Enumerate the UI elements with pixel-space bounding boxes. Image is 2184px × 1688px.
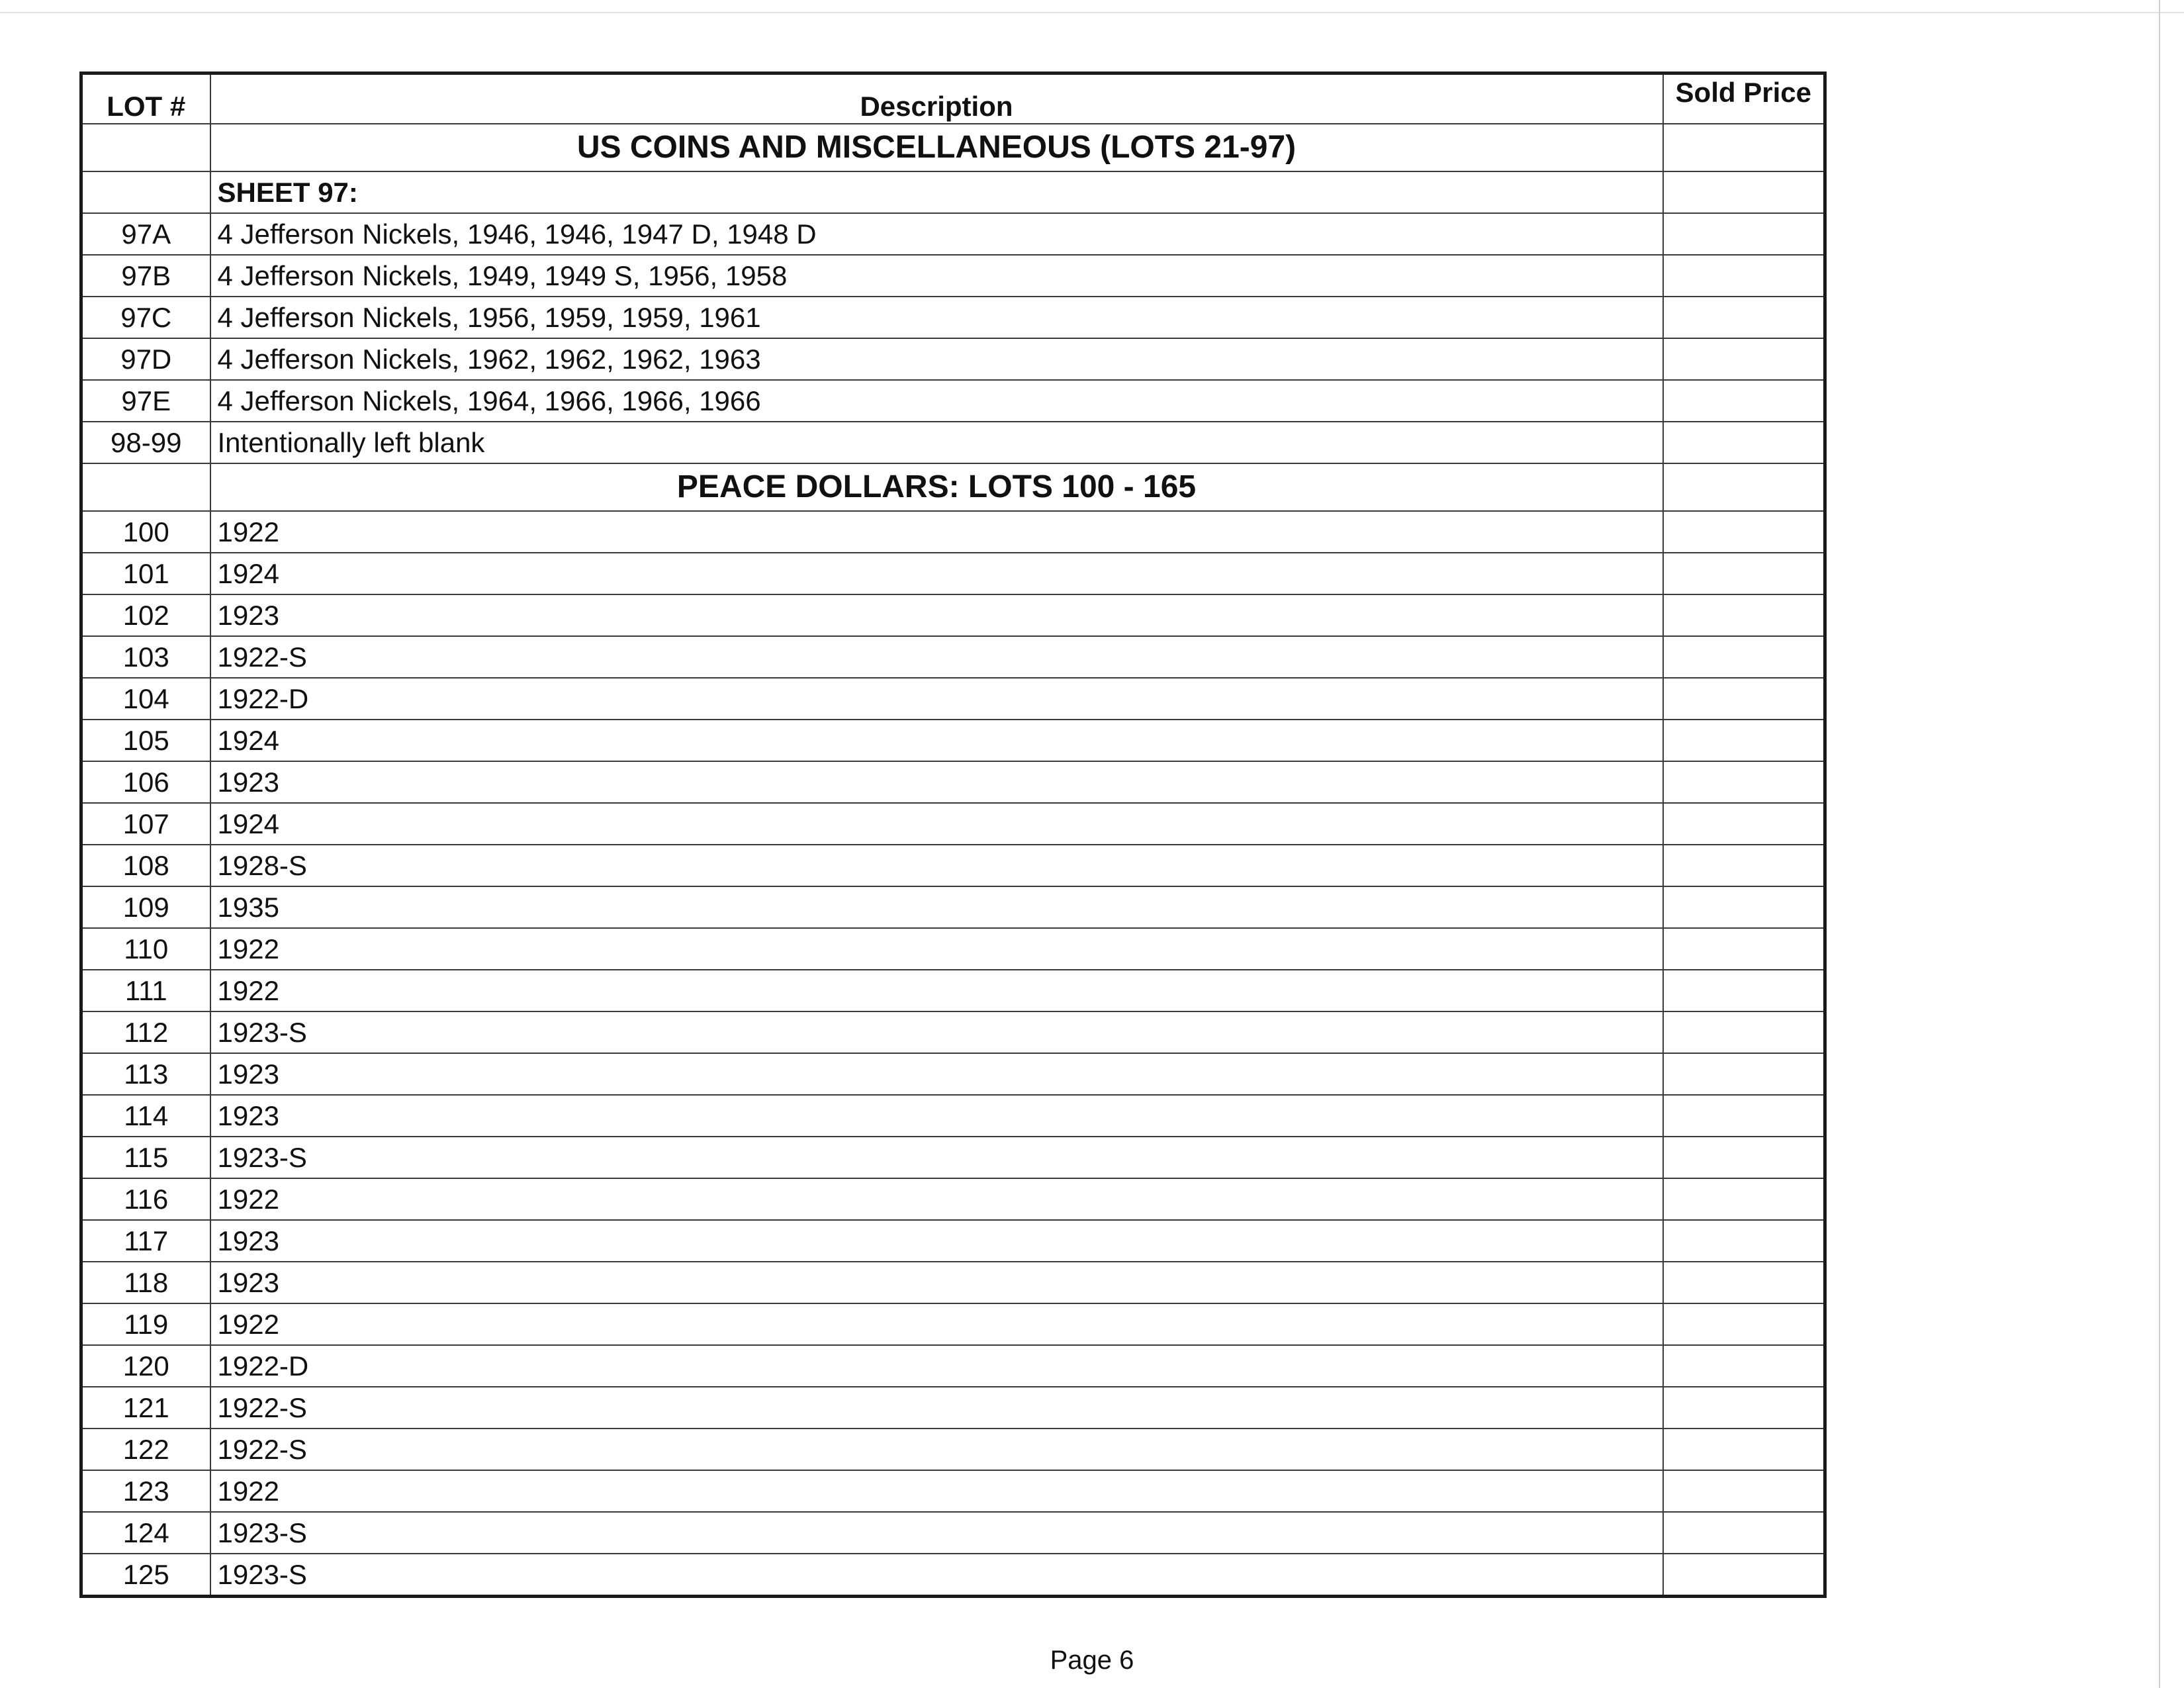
table-row xyxy=(81,380,1825,422)
lot-description: 1923-S xyxy=(210,1137,1663,1178)
table-row xyxy=(81,1137,1825,1178)
sold-price-cell xyxy=(1663,1095,1825,1137)
lot-description: 4 Jefferson Nickels, 1956, 1959, 1959, 1961 xyxy=(210,297,1663,338)
lot-number: 108 xyxy=(81,845,210,886)
lot-number: 114 xyxy=(81,1095,210,1137)
table-row xyxy=(81,1053,1825,1095)
lot-description: 1922 xyxy=(210,1470,1663,1512)
subheading-sheet: SHEET 97: xyxy=(210,171,1663,213)
header-row xyxy=(81,73,1825,124)
section-title-peace-dollars: PEACE DOLLARS: LOTS 100 - 165 xyxy=(210,463,1663,511)
lot-number: 124 xyxy=(81,1512,210,1554)
sold-price-cell xyxy=(1663,636,1825,678)
sold-price-cell xyxy=(1663,594,1825,636)
sold-price-cell xyxy=(1663,1554,1825,1597)
lot-description: 1922 xyxy=(210,511,1663,553)
lot-number: 106 xyxy=(81,761,210,803)
table-row xyxy=(81,338,1825,380)
sold-price-cell xyxy=(1663,171,1825,213)
sold-price-cell xyxy=(1663,1011,1825,1053)
lot-number: 102 xyxy=(81,594,210,636)
section-title-us-coins: US COINS AND MISCELLANEOUS (LOTS 21-97) xyxy=(210,124,1663,171)
header-sold-price: Sold Price xyxy=(1663,73,1825,124)
table-row xyxy=(81,928,1825,970)
lot-number: 105 xyxy=(81,720,210,761)
sold-price-cell xyxy=(1663,1303,1825,1345)
table-row xyxy=(81,594,1825,636)
table-row xyxy=(81,297,1825,338)
lot-number: 109 xyxy=(81,886,210,928)
sold-price-cell xyxy=(1663,380,1825,422)
section-row-peace-dollars xyxy=(81,463,1825,511)
lot-description: 1922 xyxy=(210,928,1663,970)
lot-number: 97E xyxy=(81,380,210,422)
sold-price-cell xyxy=(1663,553,1825,594)
sold-price-cell xyxy=(1663,928,1825,970)
table-row xyxy=(81,553,1825,594)
lot-description: 1922-S xyxy=(210,1429,1663,1470)
lot-description: 1923 xyxy=(210,1053,1663,1095)
table-row xyxy=(81,255,1825,297)
lot-description: 1922-S xyxy=(210,636,1663,678)
lot-number: 101 xyxy=(81,553,210,594)
sold-price-cell xyxy=(1663,511,1825,553)
sold-price-cell xyxy=(1663,124,1825,171)
lot-number: 97D xyxy=(81,338,210,380)
sold-price-cell xyxy=(1663,1387,1825,1429)
lot-description: 1924 xyxy=(210,720,1663,761)
sold-price-cell xyxy=(1663,463,1825,511)
table-row xyxy=(81,845,1825,886)
lot-description: 1923 xyxy=(210,1220,1663,1262)
lot-number: 123 xyxy=(81,1470,210,1512)
table-row xyxy=(81,886,1825,928)
lot-number: 97A xyxy=(81,213,210,255)
table-row xyxy=(81,1429,1825,1470)
lot-description: 1922-D xyxy=(210,1345,1663,1387)
table-row xyxy=(81,1387,1825,1429)
lot-description: 4 Jefferson Nickels, 1946, 1946, 1947 D, 1948 D xyxy=(210,213,1663,255)
lot-cell xyxy=(81,124,210,171)
lot-number: 120 xyxy=(81,1345,210,1387)
lot-number: 103 xyxy=(81,636,210,678)
table-row xyxy=(81,803,1825,845)
lot-number: 121 xyxy=(81,1387,210,1429)
header-description: Description xyxy=(210,73,1663,124)
table-row xyxy=(81,1220,1825,1262)
table-row xyxy=(81,1345,1825,1387)
sold-price-cell xyxy=(1663,803,1825,845)
table-row xyxy=(81,422,1825,463)
lot-description: 1922 xyxy=(210,1303,1663,1345)
page-number: Page 6 xyxy=(1050,1646,1134,1675)
lot-number: 115 xyxy=(81,1137,210,1178)
lot-description: 4 Jefferson Nickels, 1962, 1962, 1962, 1963 xyxy=(210,338,1663,380)
lot-cell xyxy=(81,463,210,511)
lot-number: 125 xyxy=(81,1554,210,1597)
lot-number: 119 xyxy=(81,1303,210,1345)
lot-number: 107 xyxy=(81,803,210,845)
lot-number: 110 xyxy=(81,928,210,970)
table-row xyxy=(81,1011,1825,1053)
lot-description: 1923-S xyxy=(210,1512,1663,1554)
sold-price-cell xyxy=(1663,1178,1825,1220)
lot-description: 1923-S xyxy=(210,1011,1663,1053)
sold-price-cell xyxy=(1663,297,1825,338)
lot-description: 1923 xyxy=(210,1095,1663,1137)
lot-description: 1923 xyxy=(210,1262,1663,1303)
sold-price-cell xyxy=(1663,1262,1825,1303)
lot-description: 1922-S xyxy=(210,1387,1663,1429)
table-row xyxy=(81,511,1825,553)
table-row xyxy=(81,720,1825,761)
lot-description: 4 Jefferson Nickels, 1964, 1966, 1966, 1966 xyxy=(210,380,1663,422)
sold-price-cell xyxy=(1663,720,1825,761)
sold-price-cell xyxy=(1663,1512,1825,1554)
table-row xyxy=(81,1554,1825,1597)
lot-number: 100 xyxy=(81,511,210,553)
lot-table xyxy=(79,71,1827,1598)
lot-description: 1923-S xyxy=(210,1554,1663,1597)
lot-number: 112 xyxy=(81,1011,210,1053)
lot-description: 4 Jefferson Nickels, 1949, 1949 S, 1956, 1958 xyxy=(210,255,1663,297)
sold-price-cell xyxy=(1663,761,1825,803)
sold-price-cell xyxy=(1663,338,1825,380)
lot-description: 1924 xyxy=(210,553,1663,594)
sold-price-cell xyxy=(1663,1429,1825,1470)
lot-number: 104 xyxy=(81,678,210,720)
table-row xyxy=(81,1095,1825,1137)
lot-number: 117 xyxy=(81,1220,210,1262)
table-row xyxy=(81,970,1825,1011)
lot-description: 1923 xyxy=(210,594,1663,636)
sold-price-cell xyxy=(1663,213,1825,255)
lot-description: 1922 xyxy=(210,970,1663,1011)
sold-price-cell xyxy=(1663,1470,1825,1512)
lot-description: Intentionally left blank xyxy=(210,422,1663,463)
table-row xyxy=(81,1262,1825,1303)
sold-price-cell xyxy=(1663,886,1825,928)
sold-price-cell xyxy=(1663,1220,1825,1262)
table-row xyxy=(81,1178,1825,1220)
lot-number: 97C xyxy=(81,297,210,338)
sold-price-cell xyxy=(1663,1053,1825,1095)
scan-top-edge xyxy=(0,12,2184,13)
lot-number: 118 xyxy=(81,1262,210,1303)
lot-cell xyxy=(81,171,210,213)
sold-price-cell xyxy=(1663,678,1825,720)
table-row xyxy=(81,1470,1825,1512)
sold-price-cell xyxy=(1663,970,1825,1011)
sold-price-cell xyxy=(1663,1137,1825,1178)
section-row-us-coins xyxy=(81,124,1825,171)
lot-description: 1924 xyxy=(210,803,1663,845)
lot-number: 111 xyxy=(81,970,210,1011)
header-lot: LOT # xyxy=(81,73,210,124)
table-row xyxy=(81,1303,1825,1345)
scan-right-edge xyxy=(2159,0,2160,1688)
table-row xyxy=(81,678,1825,720)
lot-description: 1922 xyxy=(210,1178,1663,1220)
sold-price-cell xyxy=(1663,422,1825,463)
lot-number: 113 xyxy=(81,1053,210,1095)
table-row xyxy=(81,213,1825,255)
table-row xyxy=(81,1512,1825,1554)
lot-description: 1928-S xyxy=(210,845,1663,886)
sold-price-cell xyxy=(1663,255,1825,297)
table-row xyxy=(81,636,1825,678)
lot-number: 97B xyxy=(81,255,210,297)
lot-description: 1922-D xyxy=(210,678,1663,720)
lot-number: 122 xyxy=(81,1429,210,1470)
lot-description: 1923 xyxy=(210,761,1663,803)
sold-price-cell xyxy=(1663,845,1825,886)
table-row xyxy=(81,761,1825,803)
lot-number: 116 xyxy=(81,1178,210,1220)
sold-price-cell xyxy=(1663,1345,1825,1387)
lot-number: 98-99 xyxy=(81,422,210,463)
subheading-row-sheet xyxy=(81,171,1825,213)
lot-description: 1935 xyxy=(210,886,1663,928)
